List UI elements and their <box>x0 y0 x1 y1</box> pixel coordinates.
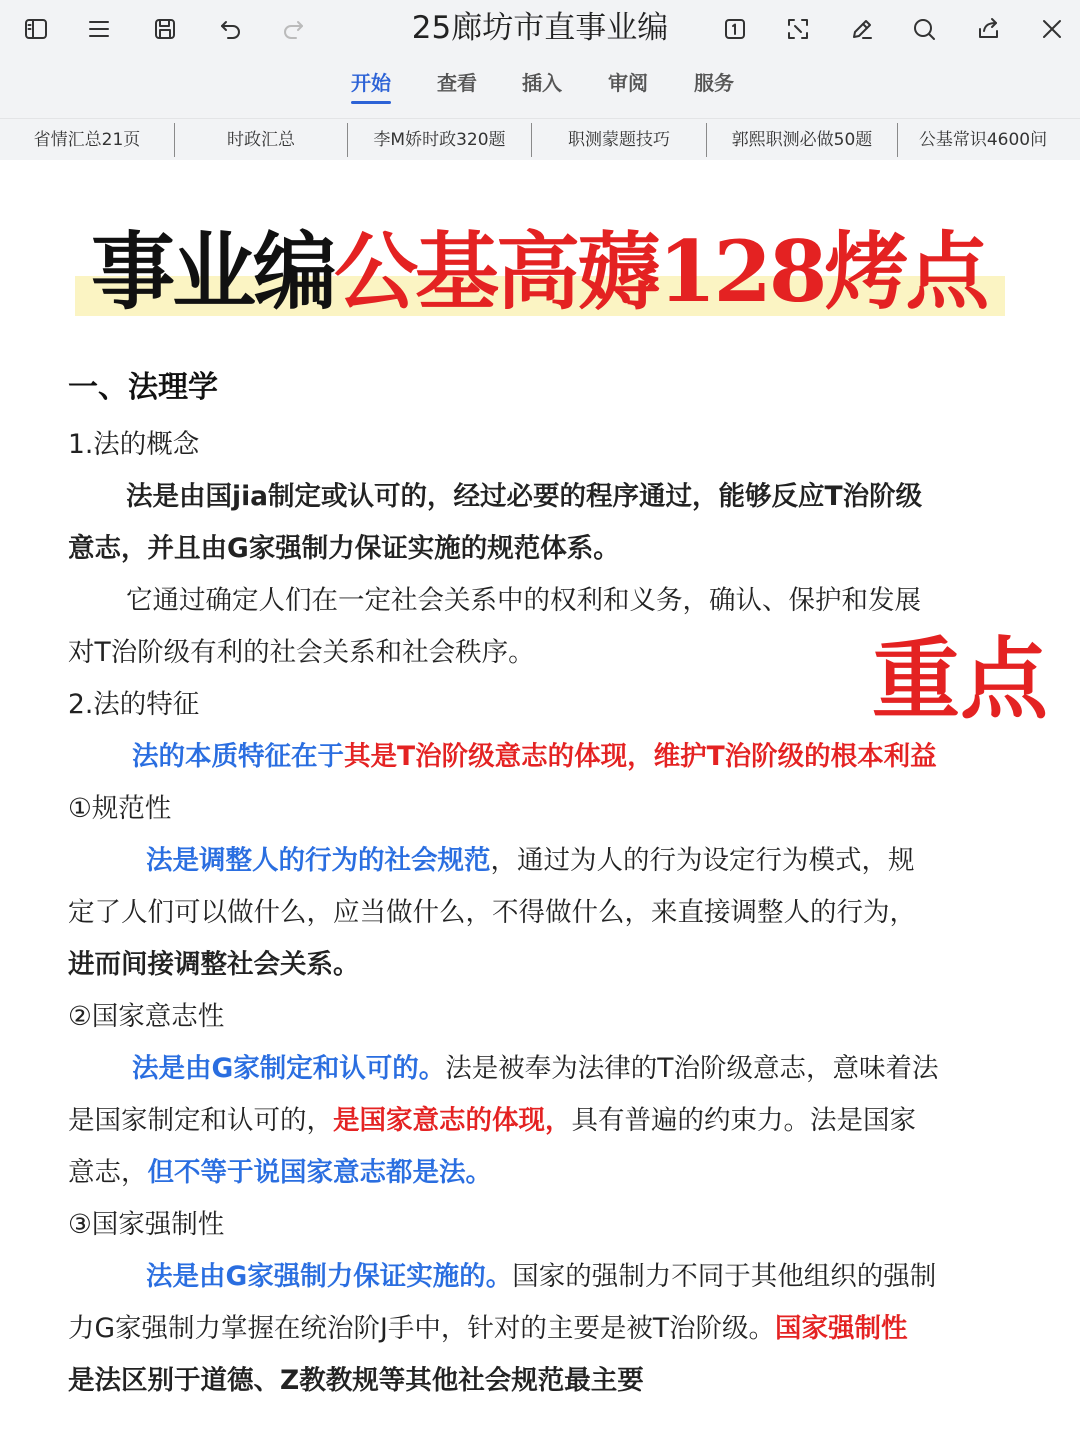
save-icon[interactable] <box>148 12 182 46</box>
item-title: 1.法的概念 <box>68 429 200 460</box>
paragraph-line: 是法区别于道德、Z教教规等其他社会规范最主要 <box>68 1365 644 1396</box>
bookmark-item[interactable]: 公基常识4600问 <box>918 130 1048 150</box>
ribbon-tabs <box>0 66 1080 106</box>
document-title: 25廊坊市直事业编 <box>411 10 669 46</box>
heading-red-part: 公基高薅128烤点 <box>334 222 987 321</box>
paragraph-line <box>68 1311 908 1347</box>
plain-text: 是国家制定和认可的， <box>68 1105 333 1136</box>
item-title: 2.法的特征 <box>68 689 200 720</box>
plain-text: ，通过为人的行为设定行为模式，规 <box>490 845 915 876</box>
handwritten-stamp <box>872 618 1049 731</box>
section-title: 一、法理学 <box>68 370 218 405</box>
tab-service[interactable]: 服务 <box>694 71 734 95</box>
undo-icon[interactable] <box>214 12 248 46</box>
stamp-text: 重点 <box>872 627 1049 731</box>
plain-text: 力G家强制力掌握在统治阶J手中，针对的主要是被T治阶级。 <box>68 1313 776 1344</box>
plain-text: 意志， <box>68 1157 148 1188</box>
bookmark-item[interactable]: 时政汇总 <box>227 130 295 150</box>
paragraph-line <box>68 739 937 775</box>
red-emphasis: 是国家意志的体现， <box>333 1105 572 1136</box>
menu-icon[interactable] <box>82 12 116 46</box>
red-emphasis: 国家强制性 <box>775 1313 908 1344</box>
blue-emphasis: 但不等于说国家意志都是法。 <box>147 1157 492 1188</box>
document-heading <box>75 222 1005 322</box>
toolbar-row <box>0 0 1080 58</box>
bookmark-bar <box>0 118 1080 161</box>
paragraph-line <box>68 1051 938 1087</box>
paragraph-line: 定了人们可以做什么，应当做什么，不得做什么，来直接调整人的行为， <box>68 897 916 928</box>
paragraph-line: 对T治阶级有利的社会关系和社会秩序。 <box>68 637 535 668</box>
tab-insert[interactable]: 插入 <box>522 71 562 95</box>
paragraph-line <box>68 1103 916 1139</box>
edit-icon[interactable] <box>845 12 879 46</box>
blue-emphasis: 法的本质特征在于 <box>132 741 344 772</box>
plain-text: 国家的强制力不同于其他组织的强制 <box>512 1261 937 1292</box>
tab-review[interactable]: 审阅 <box>608 71 648 95</box>
tab-view[interactable]: 查看 <box>437 71 477 95</box>
share-icon[interactable] <box>972 12 1006 46</box>
bookmark-item[interactable]: 李M娇时政320题 <box>373 130 506 150</box>
subitem-title: ②国家意志性 <box>68 1001 225 1032</box>
paragraph-line <box>68 843 915 879</box>
heading-black-part: 事业编 <box>91 222 335 321</box>
paragraph-line: 进而间接调整社会关系。 <box>68 949 360 980</box>
plain-text: 法是被奉为法律的T治阶级意志，意味着法 <box>445 1053 939 1084</box>
fullscreen-icon[interactable] <box>781 12 815 46</box>
bookmark-item[interactable]: 职测蒙题技巧 <box>568 130 670 150</box>
document-page <box>0 160 1080 1441</box>
search-icon[interactable] <box>907 12 941 46</box>
paragraph-line: 法是由国jia制定或认可的，经过必要的程序通过，能够反应T治阶级 <box>126 481 923 512</box>
redo-icon[interactable] <box>276 12 310 46</box>
app-toolbar <box>0 0 1080 118</box>
bookmark-item[interactable]: 省情汇总21页 <box>33 130 141 150</box>
tab-start[interactable]: 开始 <box>351 66 391 100</box>
subitem-title: ①规范性 <box>68 793 172 824</box>
close-icon[interactable] <box>1035 12 1069 46</box>
blue-emphasis: 法是由G家强制力保证实施的。 <box>146 1261 513 1292</box>
paragraph-line <box>68 1259 936 1295</box>
blue-emphasis: 法是调整人的行为的社会规范 <box>146 845 491 876</box>
bookmark-item[interactable]: 郭熙职测必做50题 <box>731 130 873 150</box>
page-icon[interactable] <box>718 12 752 46</box>
paragraph-line <box>68 1155 492 1191</box>
paragraph-line: 它通过确定人们在一定社会关系中的权利和义务，确认、保护和发展 <box>126 585 921 616</box>
subitem-title: ③国家强制性 <box>68 1209 225 1240</box>
blue-emphasis: 法是由G家制定和认可的。 <box>132 1053 446 1084</box>
plain-text: 具有普遍的约束力。法是国家 <box>571 1105 916 1136</box>
red-emphasis: 其是T治阶级意志的体现，维护T治阶级的根本利益 <box>344 741 937 772</box>
sidebar-icon[interactable] <box>19 12 53 46</box>
heading-text <box>91 222 986 322</box>
paragraph-line: 意志，并且由G家强制力保证实施的规范体系。 <box>68 533 620 564</box>
